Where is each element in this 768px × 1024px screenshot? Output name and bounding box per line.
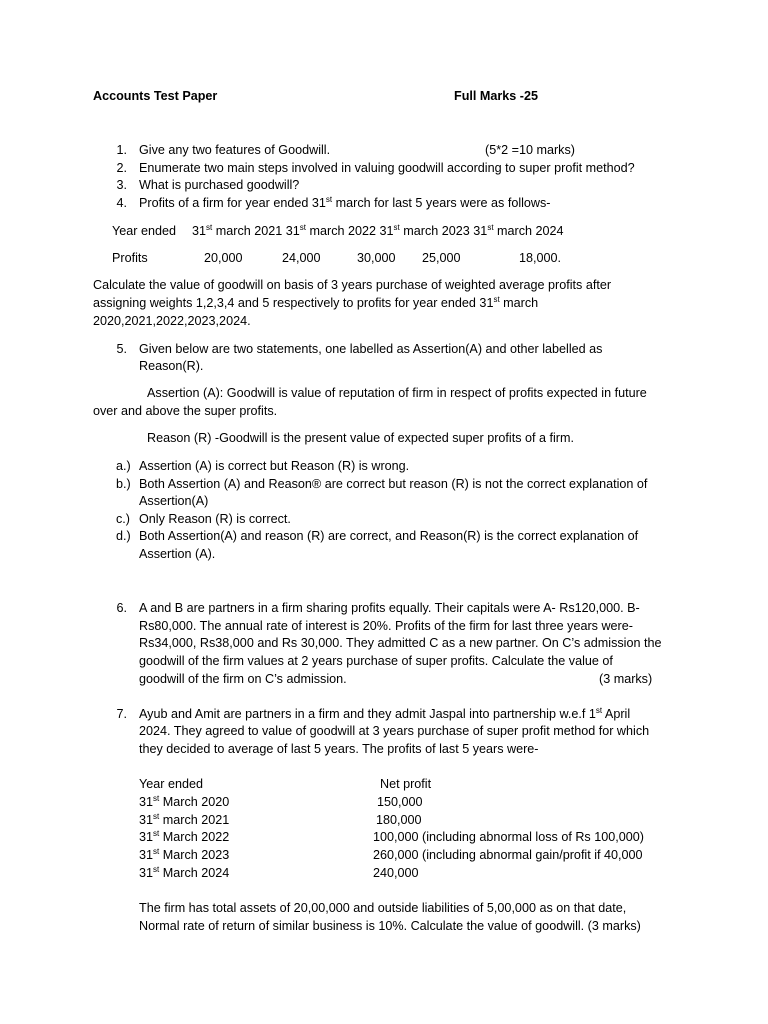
q3-text: What is purchased goodwill?: [139, 178, 300, 192]
q7-col-header-year: Year ended: [139, 777, 203, 791]
q5-assertion: over and above the super profits.: [93, 404, 278, 418]
q1-text: Give any two features of Goodwill.: [139, 143, 331, 157]
q4-year-ended-label: Year ended: [112, 224, 176, 238]
q7-text: they decided to average of last 5 years. The profits of last 5 years were-: [139, 742, 539, 756]
q7-row-year: 31st March 2022: [139, 828, 230, 844]
q4-profit-value: 25,000: [422, 251, 461, 265]
q7-row-profit: 100,000 (including abnormal loss of Rs 100,000): [373, 830, 644, 844]
q5-reason: Reason (R) -Goodwill is the present value of expected super profits of a firm.: [147, 431, 574, 445]
q7-number: 7.: [116, 707, 127, 721]
q1-number: 1.: [116, 143, 127, 157]
q6-text: goodwill of the firm on C’s admission.: [139, 672, 347, 686]
q5-option-label: d.): [116, 529, 131, 543]
q5-option-label: c.): [116, 512, 130, 526]
q4-calc-line: 2020,2021,2022,2023,2024.: [93, 314, 251, 328]
q7-row-profit: 180,000: [376, 813, 422, 827]
q7-footer: Normal rate of return of similar business is 10%. Calculate the value of goodwill. (3 marks): [139, 919, 641, 933]
q7-footer: The firm has total assets of 20,00,000 and outside liabilities of 5,00,000 as on that date,: [139, 901, 627, 915]
q4-profits-label: Profits: [112, 251, 148, 265]
q5-option-text: Only Reason (R) is correct.: [139, 512, 291, 526]
q6-marks: (3 marks): [599, 672, 653, 686]
q5-text: Given below are two statements, one labelled as Assertion(A) and other labelled as: [139, 342, 603, 356]
q7-text: 2024. They agreed to value of goodwill at 3 years purchase of super profit method for which: [139, 724, 650, 738]
q7-text: Ayub and Amit are partners in a firm and they admit Jaspal into partnership w.e.f 1st April: [139, 705, 631, 721]
q7-col-header-profit: Net profit: [380, 777, 432, 791]
q6-number: 6.: [116, 601, 127, 615]
full-marks: Full Marks -25: [454, 89, 538, 103]
q7-row-year: 31st March 2020: [139, 793, 230, 809]
q2-number: 2.: [116, 161, 127, 175]
q5-assertion: Assertion (A): Goodwill is value of reputation of firm in respect of profits expected in future: [147, 386, 647, 400]
q5-option-text: Assertion (A).: [139, 547, 216, 561]
q7-row-profit: 150,000: [377, 795, 423, 809]
q1-marks: (5*2 =10 marks): [485, 143, 575, 157]
q4-calc-line: assigning weights 1,2,3,4 and 5 respectively to profits for year ended 31st march: [93, 294, 539, 310]
q7-row-profit: 240,000: [373, 866, 419, 880]
q6-text: A and B are partners in a firm sharing profits equally. Their capitals were A- Rs120,000. B-: [139, 601, 640, 615]
q4-profit-value: 20,000: [204, 251, 243, 265]
q7-row-year: 31st march 2021: [139, 811, 230, 827]
q7-row-profit: 260,000 (including abnormal gain/profit if 40,000: [373, 848, 643, 862]
q5-option-text: Both Assertion(A) and reason (R) are correct, and Reason(R) is the correct explanation of: [139, 529, 639, 543]
q3-number: 3.: [116, 178, 127, 192]
q4-calc-line: Calculate the value of goodwill on basis of 3 years purchase of weighted average profits after: [93, 278, 612, 292]
q5-option-text: Assertion (A) is correct but Reason (R) is wrong.: [139, 459, 410, 473]
q6-text: Rs80,000. The annual rate of interest is 20%. Profits of the firm for last three years were-: [139, 619, 633, 633]
q2-text: Enumerate two main steps involved in valuing goodwill according to super profit method?: [139, 161, 635, 175]
q6-text: Rs34,000, Rs38,000 and Rs 30,000. They admitted C as a new partner. On C’s admission the: [139, 636, 662, 650]
q4-profit-value: 30,000: [357, 251, 396, 265]
q5-option-text: Both Assertion (A) and Reason® are correct but reason (R) is not the correct explanation of: [139, 477, 648, 491]
q4-number: 4.: [116, 196, 127, 210]
paper-title: Accounts Test Paper: [93, 89, 218, 103]
q5-number: 5.: [116, 342, 127, 356]
q4-text: Profits of a firm for year ended 31st march for last 5 years were as follows-: [139, 194, 551, 210]
q4-profit-value: 18,000.: [519, 251, 562, 265]
q4-profit-value: 24,000: [282, 251, 321, 265]
q4-years-row: 31st march 2021 31st march 2022 31st march 2023 31st march 2024: [192, 222, 564, 238]
q5-option-text: Assertion(A): [139, 494, 209, 508]
q5-option-label: b.): [116, 477, 131, 491]
q5-option-label: a.): [116, 459, 131, 473]
q5-text: Reason(R).: [139, 359, 204, 373]
q7-row-year: 31st March 2023: [139, 846, 230, 862]
q6-text: goodwill of the firm values at 2 years purchase of super profits. Calculate the value of: [139, 654, 613, 668]
q7-row-year: 31st March 2024: [139, 864, 230, 880]
